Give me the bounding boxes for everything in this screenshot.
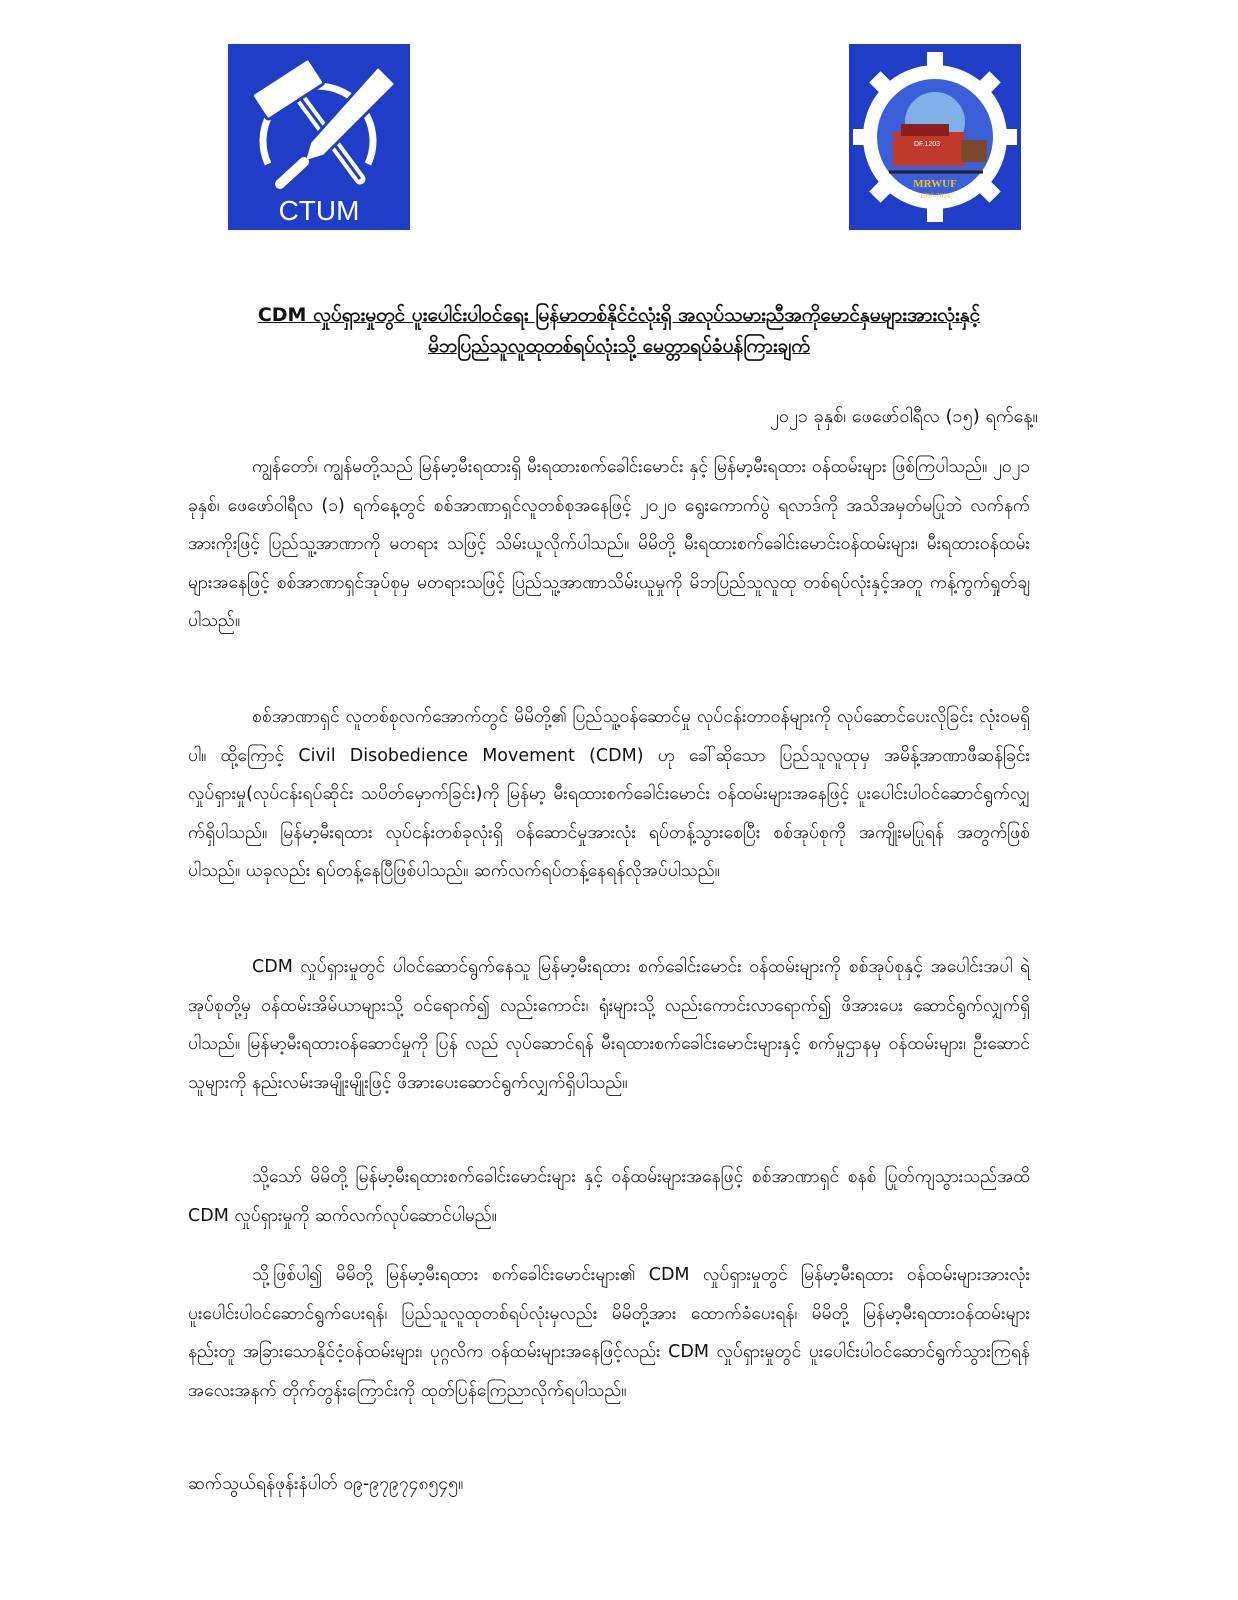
mrwuf-logo-years: 1950-2014 bbox=[919, 192, 951, 200]
ctum-logo bbox=[228, 44, 410, 230]
paragraph-5: သို့ဖြစ်ပါ၍ မိမိတို့ မြန်မာ့မီးရထား စက်ခေါင်းမောင်းများ၏ CDM လှုပ်ရှားမှုတွင် မြန်မာ့မီးရထား ဝန်ထမ်းများအားလုံး ပူးပေါင်းပါဝင်ဆောင်ရွက်ပေးရန်၊ ပြည်သူလူထုတစ်ရပ်လုံးမှလည်း မိမိတို့အား ထောက်ခံပေးရန်၊ မိမိတို့ မြန်မာ့မီးရထားဝန်ထမ်းများနည်းတူ အခြားသောနိုင်ငံ့ဝန်ထမ်းများ၊ ပုဂ္ဂလိက ဝန်ထမ်းများအနေဖြင့်လည်း CDM လှုပ်ရှားမှုတွင် ပူးပေါင်းပါဝင်ဆောင်ရွက်သွားကြရန် အလေးအနက် တိုက်တွန်းကြောင်းကို ထုတ်ပြန်ကြေညာလိုက်ရပါသည်။ bbox=[188, 1265, 1030, 1401]
contact-phone: ဆက်သွယ်ရန်ဖုန်းနံပါတ် ၀၉-၉၇၉၇၄၈၅၄၅။ bbox=[188, 1474, 464, 1494]
ctum-logo-text: CTUM bbox=[278, 195, 360, 226]
paragraph-3: CDM လှုပ်ရှားမှုတွင် ပါဝင်ဆောင်ရွက်နေသူ မြန်မာ့မီးရထား စက်ခေါင်းမောင်း ဝန်ထမ်းများကို စစ်အုပ်စုနှင့် အပေါင်းအပါ ရဲအုပ်စုတို့မှ ဝန်ထမ်းအိမ်ယာများသို့ ဝင်ရောက်၍ လည်းကောင်း၊ ရုံးများသို့ လည်းကောင်းလာရောက်၍ ဖိအားပေး ဆောင်ရွက်လျှက်ရှိပါသည်။ မြန်မာ့မီးရထားဝန်ဆောင်မှုကို ပြန် လည် လုပ်ဆောင်ရန် မီးရထားစက်ခေါင်းမောင်းများနှင့် စက်မှုဌာနမှ ဝန်ထမ်းများ၊ ဦးဆောင်သူများကို နည်းလမ်းအမျိုးမျိုးဖြင့် ဖိအားပေးဆောင်ရွက်လျှက်ရှိပါသည်။ bbox=[188, 957, 1030, 1093]
gear-train-icon bbox=[849, 44, 1021, 230]
title-line-1: CDM လှုပ်ရှားမှုတွင် ပူးပေါင်းပါဝင်ရေး မြန်မာတစ်နိုင်ငံလုံးရှိ အလုပ်သမားညီအကိုမောင်နှမများအားလုံးနှင့် bbox=[257, 304, 981, 326]
paragraph-4: သို့သော် မိမိတို့ မြန်မာ့မီးရထားစက်ခေါင်းမောင်းများ နှင့် ဝန်ထမ်းများအနေဖြင့် စစ်အာဏာရှင် စနစ် ပြုတ်ကျသွားသည်အထိ CDM လှုပ်ရှားမှုကို ဆက်လက်လုပ်ဆောင်ပါမည်။ bbox=[188, 1167, 1030, 1226]
paragraph-2: စစ်အာဏာရှင် လူတစ်စုလက်အောက်တွင် မိမိတို့၏ ပြည်သူ့ဝန်ဆောင်မှု လုပ်ငန်းတာဝန်များကို လုပ်ဆောင်ပေးလိုခြင်း လုံးဝမရှိပါ။ ထို့ကြောင့် Civil Disobedience Movement (CDM) ဟု ခေါ်ဆိုသော ပြည်သူလူထုမှ အမိန့်အာဏာဖီဆန်ခြင်း လှုပ်ရှားမှု(လုပ်ငန်းရပ်ဆိုင်း သပိတ်မှောက်ခြင်း)ကို မြန်မာ့ မီးရထားစက်ခေါင်းမောင်း ဝန်ထမ်းများအနေဖြင့် ပူးပေါင်းပါဝင်ဆောင်ရွက်လျှက်ရှိပါသည်။ မြန်မာ့မီးရထား လုပ်ငန်းတစ်ခုလုံးရှိ ဝန်ဆောင်မှုအားလုံး ရပ်တန့်သွားစေပြီး စစ်အုပ်စုကို အကျိုးမပြုရန် အတွက်ဖြစ် ပါသည်။ ယခုလည်း ရပ်တန့်နေပြီဖြစ်ပါသည်။ ဆက်လက်ရပ်တန့်နေရန်လိုအပ်ပါသည်။ bbox=[188, 707, 1030, 881]
mrwuf-logo bbox=[849, 44, 1021, 230]
document-title bbox=[150, 300, 1088, 362]
mrwuf-logo-text: MRWUF bbox=[913, 178, 957, 190]
hammer-and-pen-icon bbox=[228, 44, 410, 230]
paragraph-1: ကျွန်တော်၊ ကျွန်မတို့သည် မြန်မာ့မီးရထားရှိ မီးရထားစက်ခေါင်းမောင်း နှင့် မြန်မာ့မီးရထား ဝန်ထမ်းများ ဖြစ်ကြပါသည်။ ၂၀၂၁ ခုနှစ်၊ ဖေဖော်ဝါရီလ (၁) ရက်နေ့တွင် စစ်အာဏာရှင်လူတစ်စုအနေဖြင့် ၂၀၂၀ ရွေးကောက်ပွဲ ရလာဒ်ကို အသိအမှတ်မပြုဘဲ လက်နက်အားကိုးဖြင့် ပြည်သူ့အာဏာကို မတရား သဖြင့် သိမ်းယူလိုက်ပါသည်။ မိမိတို့ မီးရထားစက်ခေါင်းမောင်းဝန်ထမ်းများ၊ မီးရထားဝန်ထမ်းများအနေဖြင့် စစ်အာဏာရှင်အုပ်စုမှ မတရားသဖြင့် ပြည်သူ့အာဏာသိမ်းယူမှုကို မိဘပြည်သူလူထု တစ်ရပ်လုံးနှင့်အတူ ကန့်ကွက်ရှုတ်ချပါသည်။ bbox=[188, 457, 1030, 631]
title-line-2: မိဘပြည်သူလူထုတစ်ရပ်လုံးသို့ မေတ္တာရပ်ခံပန်ကြားချက် bbox=[428, 335, 810, 357]
locomotive-number: DF.1203 bbox=[913, 141, 941, 148]
document-date: ၂၀၂၁ ခုနှစ်၊ ဖေဖော်ဝါရီလ (၁၅) ရက်နေ့။ bbox=[770, 406, 1038, 427]
